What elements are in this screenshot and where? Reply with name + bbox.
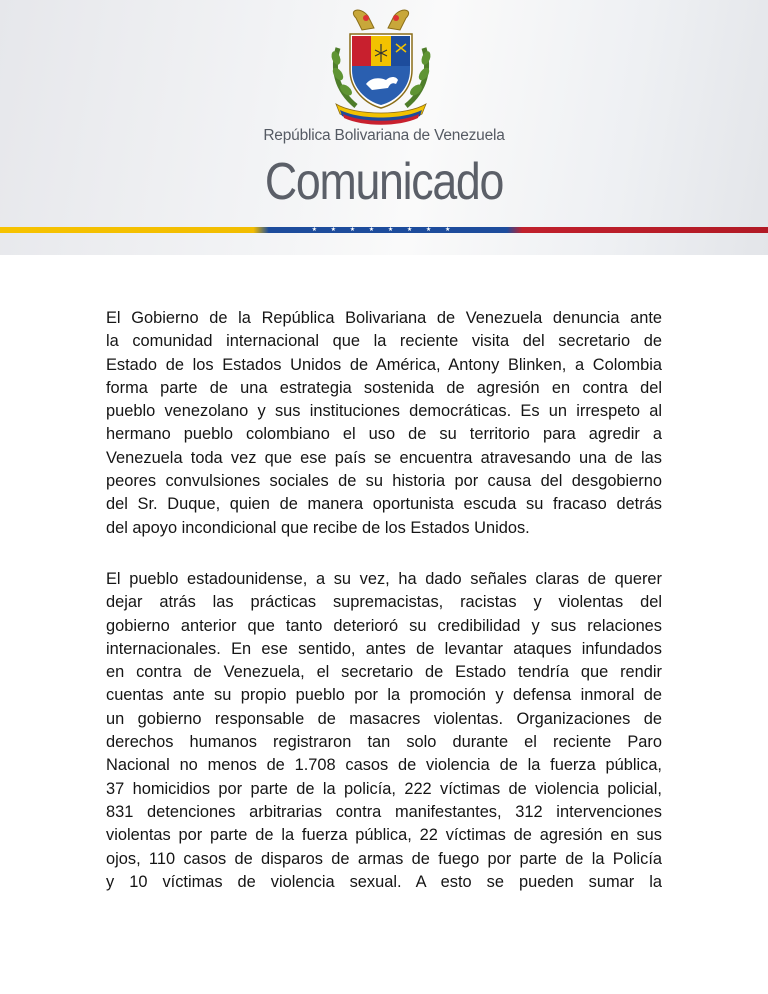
text-line: cuentas ante su propio pueblo por la promoción y defensa inmoral de bbox=[106, 686, 662, 705]
text-line: del Sr. Duque, quien de manera oportunista escuda su fracaso detrás bbox=[106, 495, 662, 514]
text-line: El Gobierno de la República Bolivariana de Venezuela denuncia ante bbox=[106, 309, 662, 327]
text-line: pueblo venezolano y sus instituciones democráticas. Es un irrespeto al bbox=[106, 402, 662, 421]
document-body bbox=[106, 307, 662, 922]
text-line: del apoyo incondicional que recibe de los Estados Unidos. bbox=[106, 518, 530, 537]
text-line: y 10 víctimas de violencia sexual. A esto se pueden sumar la bbox=[106, 872, 662, 891]
text-line: Nacional no menos de 1.708 casos de violencia de la fuerza pública, bbox=[106, 756, 662, 775]
paragraph bbox=[106, 568, 662, 894]
country-name: República Bolivariana de Venezuela bbox=[263, 127, 505, 144]
text-line: en contra de Venezuela, el secretario de Estado tendría que rendir bbox=[106, 663, 662, 682]
text-line: 37 homicidios por parte de la policía, 222 víctimas de violencia policial, bbox=[106, 779, 662, 798]
text-line: derechos humanos registraron tan solo durante el reciente Paro bbox=[106, 733, 662, 752]
paragraph bbox=[106, 307, 662, 540]
text-line: El pueblo estadounidense, a su vez, ha dado señales claras de querer bbox=[106, 569, 662, 588]
text-line: la comunidad internacional que la reciente visita del secretario de bbox=[106, 332, 662, 351]
page-title: Comunicado bbox=[264, 153, 504, 211]
text-line: gobierno anterior que tanto deterioró su credibilidad y sus relaciones bbox=[106, 616, 662, 635]
coat-of-arms-icon bbox=[326, 8, 436, 126]
text-line: internacionales. En ese sentido, antes de levantar ataques infundados bbox=[106, 639, 662, 658]
text-line: dejar atrás las prácticas supremacistas, racistas y violentas del bbox=[106, 593, 662, 612]
text-line: Venezuela toda vez que ese país se encuentra atravesando una de las bbox=[106, 448, 662, 467]
letterhead bbox=[0, 0, 768, 255]
text-line: violentas por parte de la fuerza pública, 22 víctimas de agresión en sus bbox=[106, 826, 662, 845]
text-line: 831 detenciones arbitrarias contra manifestantes, 312 intervenciones bbox=[106, 802, 662, 821]
text-line: Estado de los Estados Unidos de América, Antony Blinken, a Colombia bbox=[106, 355, 662, 374]
text-line: peores convulsiones sociales de su historia por causa del desgobierno bbox=[106, 472, 662, 491]
stars-row: ★ ★ ★ ★ ★ ★ ★ ★ bbox=[311, 227, 457, 233]
text-line: ojos, 110 casos de disparos de armas de fuego por parte de la Policía bbox=[106, 849, 662, 868]
text-line: un gobierno responsable de masacres violentas. Organizaciones de bbox=[106, 709, 662, 728]
text-line: hermano pueblo colombiano el uso de su territorio para agredir a bbox=[106, 425, 662, 444]
text-line: forma parte de una estrategia sostenida de agresión en contra del bbox=[106, 378, 662, 397]
